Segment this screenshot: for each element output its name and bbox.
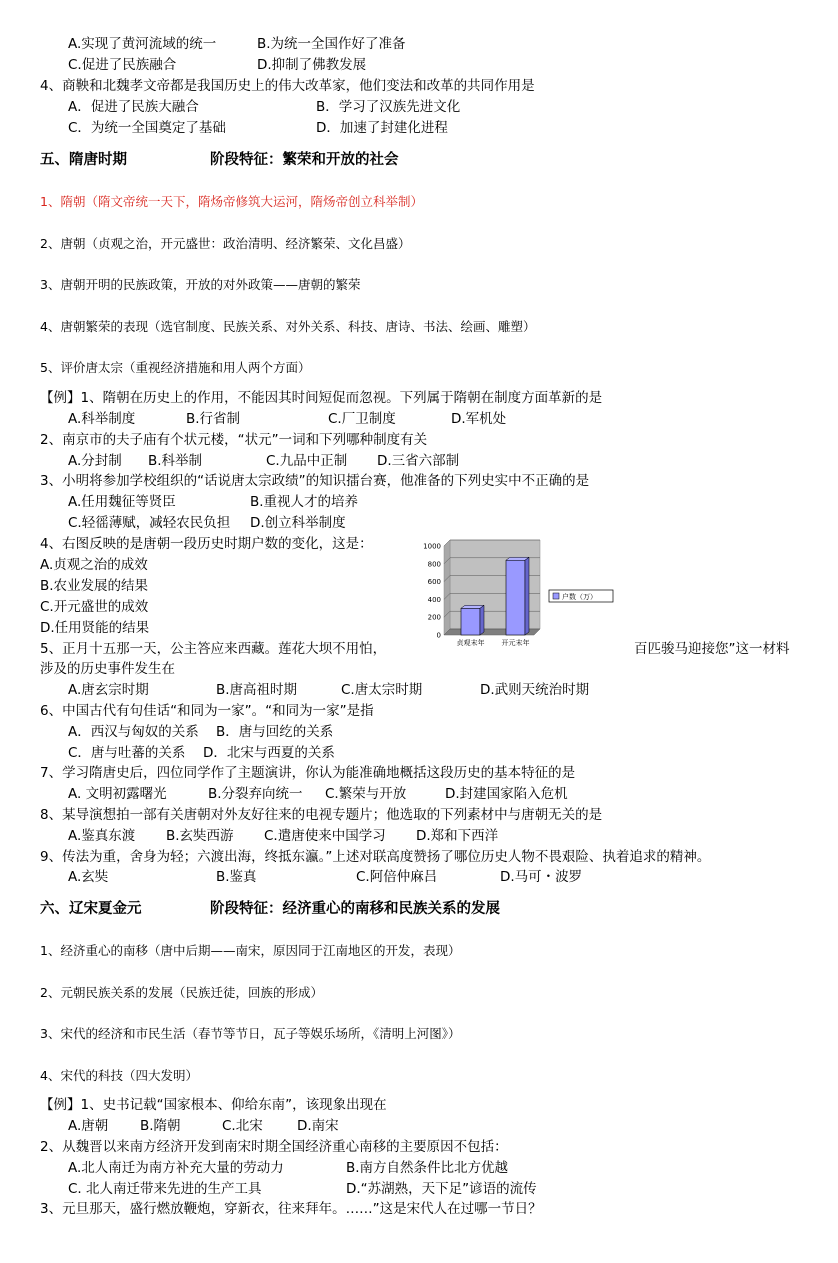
question-text: 涉及的历史事件发生在: [40, 661, 175, 677]
option-a: A．西汉与匈奴的关系: [68, 724, 199, 740]
option-a: A．促进了民族大融合: [68, 99, 199, 115]
section-title: 六、辽宋夏金元: [40, 901, 142, 917]
chart-y-tick-label: 600: [427, 578, 441, 587]
option-c: C.开元盛世的成效: [40, 599, 149, 615]
option-d: D.武则天统治时期: [480, 682, 590, 698]
chart-bar: [461, 608, 480, 635]
option-b: B.农业发展的结果: [40, 578, 149, 594]
key-point: 2、元朝民族关系的发展（民族迁徒，回族的形成）: [40, 985, 323, 1000]
question-text: 【例】1、隋朝在历史上的作用，不能因其时间短促而忽视。下列属于隋朝在制度方面革新的是: [40, 390, 603, 406]
option-a: A. 文明初露曙光: [68, 786, 167, 802]
option-c: C．唐与吐蕃的关系: [68, 745, 186, 761]
option-a: A.鉴真东渡: [68, 828, 136, 844]
key-point: 1、隋朝（隋文帝统一天下，隋炀帝修筑大运河，隋炀帝创立科举制）: [40, 194, 423, 209]
chart-bar: [506, 560, 525, 635]
question-text: 【例】1、史书记载“国家根本、仰给东南”，该现象出现在: [40, 1097, 387, 1113]
option-c: C.促进了民族融合: [68, 57, 177, 73]
chart-y-tick-label: 400: [427, 595, 441, 604]
option-b: B.科举制: [148, 453, 203, 469]
chart-y-tick-label: 200: [427, 613, 441, 622]
option-c: C.厂卫制度: [328, 411, 396, 427]
question-text: 4、商鞅和北魏孝文帝都是我国历史上的伟大改革家，他们变法和改革的共同作用是: [40, 78, 535, 94]
chart-legend-swatch: [553, 593, 559, 599]
option-c: C. 北人南迁带来先进的生产工具: [68, 1181, 262, 1197]
option-d: D．北宋与西夏的关系: [203, 745, 335, 761]
question-text: 5、正月十五那一天，公主答应来西藏。莲花大坝不用怕，: [40, 641, 387, 657]
chart-bar-side: [480, 605, 484, 635]
option-b: B.鉴真: [216, 869, 257, 885]
households-bar-chart: [412, 536, 618, 652]
question-text: 8、某导演想拍一部有关唐朝对外友好往来的电视专题片；他选取的下列素材中与唐朝无关的是: [40, 807, 603, 823]
chart-x-tick-label: 开元末年: [501, 639, 530, 647]
question-text: 百匹骏马迎接您”这一材料: [634, 641, 790, 657]
option-d: D.创立科举制度: [250, 515, 346, 531]
section-feature: 阶段特征：经济重心的南移和民族关系的发展: [210, 901, 500, 917]
question-text: 7、学习隋唐史后，四位同学作了主题演讲，你认为能准确地概括这段历史的基本特征的是: [40, 765, 576, 781]
option-d: D.军机处: [451, 411, 507, 427]
section-title: 五、隋唐时期: [40, 152, 127, 168]
option-c: C.阿倍仲麻吕: [356, 869, 438, 885]
option-d: D.“苏湖熟，天下足”谚语的流传: [346, 1181, 537, 1197]
option-d: D.任用贤能的结果: [40, 620, 150, 636]
option-a: A.任用魏征等贤臣: [68, 494, 176, 510]
option-a: A.实现了黄河流域的统一: [68, 36, 217, 52]
option-d: D．加速了封建化进程: [316, 120, 448, 136]
option-b: B．学习了汉族先进文化: [316, 99, 461, 115]
question-text: 2、从魏晋以来南方经济开发到南宋时期全国经济重心南移的主要原因不包括：: [40, 1139, 508, 1155]
section-feature: 阶段特征：繁荣和开放的社会: [210, 152, 399, 168]
chart-legend-label: 户数（万）: [562, 593, 597, 601]
option-b: B.隋朝: [140, 1118, 181, 1134]
option-a: A.科举制度: [68, 411, 136, 427]
option-d: D.南宋: [297, 1118, 339, 1134]
chart-y-tick-label: 800: [427, 560, 441, 569]
option-c: C.遣唐使来中国学习: [264, 828, 386, 844]
question-text: 3、小明将参加学校组织的“话说唐太宗政绩”的知识擂台赛，他准备的下列史实中不正确的是: [40, 473, 590, 489]
option-a: A.北人南迁为南方补充大量的劳动力: [68, 1160, 284, 1176]
option-a: A.分封制: [68, 453, 122, 469]
key-point: 4、宋代的科技（四大发明）: [40, 1068, 198, 1083]
question-text: 4、右图反映的是唐朝一段历史时期户数的变化，这是：: [40, 536, 373, 552]
option-c: C.轻徭薄赋，减轻农民负担: [68, 515, 231, 531]
option-a: A.贞观之治的成效: [40, 557, 148, 573]
option-a: A.唐玄宗时期: [68, 682, 149, 698]
option-d: D.封建国家陷入危机: [445, 786, 568, 802]
key-point: 3、宋代的经济和市民生活（春节等节日，瓦子等娱乐场所，《清明上河图》）: [40, 1026, 461, 1041]
chart-x-tick-label: 贞观末年: [456, 639, 485, 647]
option-d: D.三省六部制: [377, 453, 460, 469]
key-point: 3、唐朝开明的民族政策，开放的对外政策——唐朝的繁荣: [40, 277, 361, 292]
key-point: 5、评价唐太宗（重视经济措施和用人两个方面）: [40, 360, 311, 375]
option-c: C．为统一全国奠定了基础: [68, 120, 226, 136]
option-b: B.为统一全国作好了准备: [257, 36, 406, 52]
option-b: B.玄奘西游: [166, 828, 234, 844]
option-b: B.行省制: [186, 411, 241, 427]
option-c: C.唐太宗时期: [341, 682, 423, 698]
option-c: C.北宋: [222, 1118, 263, 1134]
chart-side-wall: [444, 540, 450, 635]
option-c: C.九品中正制: [266, 453, 348, 469]
chart-bar-side: [525, 557, 529, 635]
option-b: B.唐高祖时期: [216, 682, 298, 698]
option-b: B.分裂弃向统一: [208, 786, 303, 802]
option-b: B.重视人才的培养: [250, 494, 359, 510]
question-text: 9、传法为重，舍身为轻；六渡出海，终抵东瀛。”上述对联高度赞扬了哪位历史人物不畏艰险、执着追求的精神。: [40, 849, 711, 865]
option-d: D.郑和下西洋: [416, 828, 499, 844]
question-text: 3、元旦那天，盛行燃放鞭炮，穿新衣，往来拜年。……”这是宋代人在过哪一节日？: [40, 1201, 542, 1217]
option-b: B．唐与回纥的关系: [216, 724, 334, 740]
key-point: 4、唐朝繁荣的表现（选官制度、民族关系、对外关系、科技、唐诗、书法、绘画、雕塑）: [40, 319, 536, 334]
option-b: B.南方自然条件比北方优越: [346, 1160, 509, 1176]
question-text: 6、中国古代有句佳话“和同为一家”。“和同为一家”是指: [40, 703, 374, 719]
option-d: D.抑制了佛教发展: [257, 57, 367, 73]
chart-y-tick-label: 0: [436, 631, 441, 640]
chart-y-tick-label: 1000: [423, 542, 441, 551]
question-text: 2、南京市的夫子庙有个状元楼，“状元”一词和下列哪种制度有关: [40, 432, 428, 448]
option-a: A.玄奘: [68, 869, 109, 885]
option-c: C.繁荣与开放: [325, 786, 407, 802]
option-d: D.马可・波罗: [500, 869, 583, 885]
key-point: 2、唐朝（贞观之治，开元盛世：政治清明、经济繁荣、文化昌盛）: [40, 236, 411, 251]
option-a: A.唐朝: [68, 1118, 109, 1134]
key-point: 1、经济重心的南移（唐中后期——南宋，原因同于江南地区的开发，表现）: [40, 943, 461, 958]
